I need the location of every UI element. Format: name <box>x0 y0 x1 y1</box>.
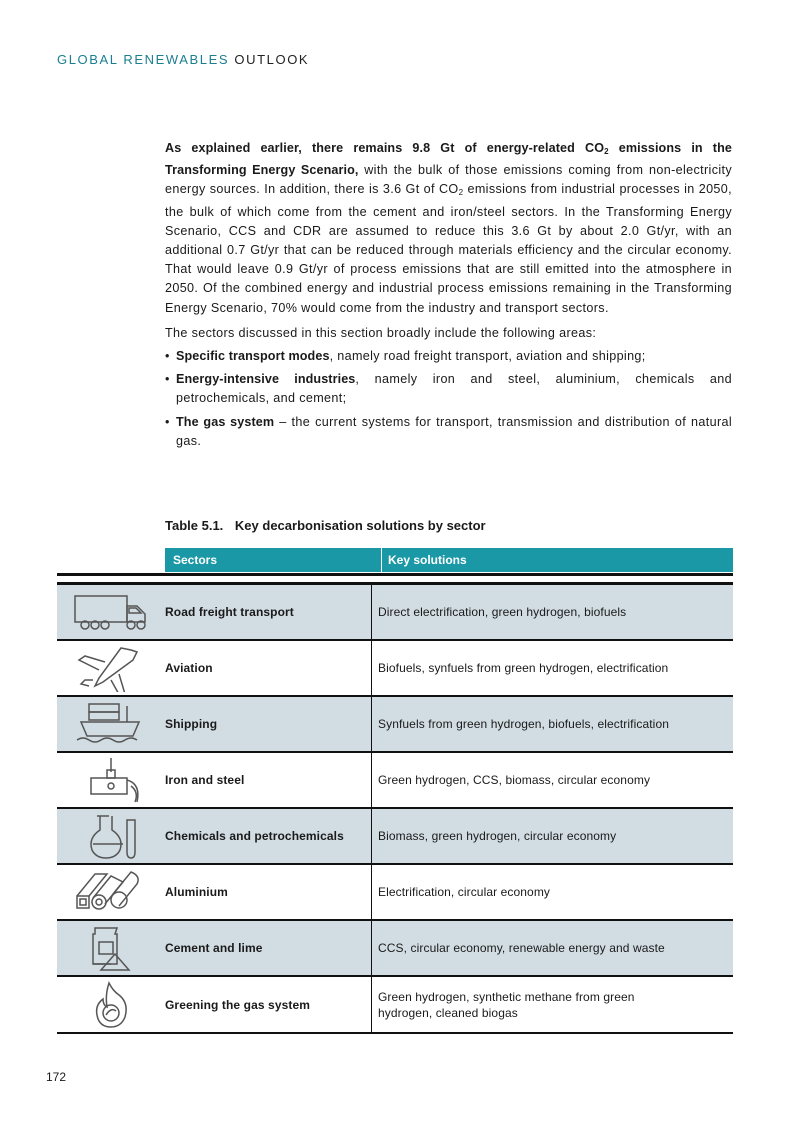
table-body <box>57 585 733 1034</box>
key-solutions: Green hydrogen, CCS, biomass, circular economy <box>378 773 651 787</box>
table-row <box>57 697 733 753</box>
table-row <box>57 753 733 809</box>
table-caption-number: Table 5.1. <box>165 518 224 533</box>
body-text <box>165 139 732 455</box>
chemistry-flask-icon <box>57 809 165 863</box>
key-solutions: Biofuels, synfuels from green hydrogen, electrification <box>378 661 669 675</box>
paragraph-emissions: As explained earlier, there remains 9.8 Gt of energy-related $CO_2$ emissions in the Transforming Energy Scenario, with the bulk of those emissions coming from non-electricity energy sources. In addition, there is 3.6 Gt of $CO_2$ emissions from industrial processes in 2050, the bulk of which come from the cement and iron/steel sectors. In the Transforming Energy Scenario, CCS and CDR are assumed to reduce this 3.6 Gt by about 2.0 Gt/yr, with an additional 0.7 Gt/yr that can be reduced through materials efficiency and the circular economy. That would leave 0.9 Gt/yr of process emissions that are still emitted into the atmosphere in 2050. Of the combined energy and industrial process emissions remaining in the Transforming Energy Scenario, 70% would come from the industry and transport sectors. <box>165 141 732 315</box>
ship-icon <box>57 697 165 751</box>
key-solutions: Direct electrification, green hydrogen, biofuels <box>378 605 627 619</box>
key-solutions: Biomass, green hydrogen, circular economy <box>378 829 617 843</box>
table-row <box>57 809 733 865</box>
key-solutions: Synfuels from green hydrogen, biofuels, electrification <box>378 717 669 731</box>
column-header-sectors: Sectors <box>165 548 382 572</box>
sector-name: Aviation <box>165 641 372 695</box>
bullet-item: • The gas system – the current systems for transport, transmission and distribution of natural gas. <box>165 413 732 451</box>
cement-bag-icon <box>57 921 165 975</box>
steel-ladle-icon <box>57 753 165 807</box>
sector-name: Road freight transport <box>165 585 372 639</box>
sector-name: Aluminium <box>165 865 372 919</box>
table-row <box>57 641 733 697</box>
table-rule <box>57 573 733 576</box>
key-solutions: CCS, circular economy, renewable energy and waste <box>378 941 665 955</box>
key-solutions: Electrification, circular economy <box>378 885 551 899</box>
header-accent: GLOBAL RENEWABLES <box>57 52 230 67</box>
sector-name: Chemicals and petrochemicals <box>165 809 372 863</box>
table-row <box>57 585 733 641</box>
paragraph-lead: As explained earlier, there remains 9.8 Gt of energy-related $CO_2$ emissions in the Transforming Energy Scenario, <box>165 141 732 178</box>
truck-icon <box>57 585 165 639</box>
table-caption <box>165 518 486 533</box>
sector-bullet-list <box>165 347 732 451</box>
column-header-solutions: Key solutions <box>388 553 467 567</box>
table-row <box>57 921 733 977</box>
table-caption-title: Key decarbonisation solutions by sector <box>234 518 486 533</box>
bullet-item: • Specific transport modes, namely road freight transport, aviation and shipping; <box>165 347 732 366</box>
table-row <box>57 865 733 921</box>
page-number: 172 <box>46 1070 67 1084</box>
running-header <box>57 52 309 67</box>
header-title: OUTLOOK <box>234 52 310 67</box>
key-solutions: Green hydrogen, synthetic methane from green hydrogen, cleaned biogas <box>378 989 635 1020</box>
sector-name: Greening the gas system <box>165 977 372 1032</box>
aluminium-bars-icon <box>57 865 165 919</box>
paragraph-sectors-intro: The sectors discussed in this section broadly include the following areas: <box>165 325 597 340</box>
sector-name: Iron and steel <box>165 753 372 807</box>
sector-name: Shipping <box>165 697 372 751</box>
table-row <box>57 977 733 1034</box>
table-header <box>165 548 733 572</box>
bullet-item: • Energy-intensive industries, namely iron and steel, aluminium, chemicals and petrochemicals, and cement; <box>165 370 732 408</box>
airplane-icon <box>57 641 165 695</box>
gas-flame-icon <box>57 977 165 1032</box>
sector-name: Cement and lime <box>165 921 372 975</box>
